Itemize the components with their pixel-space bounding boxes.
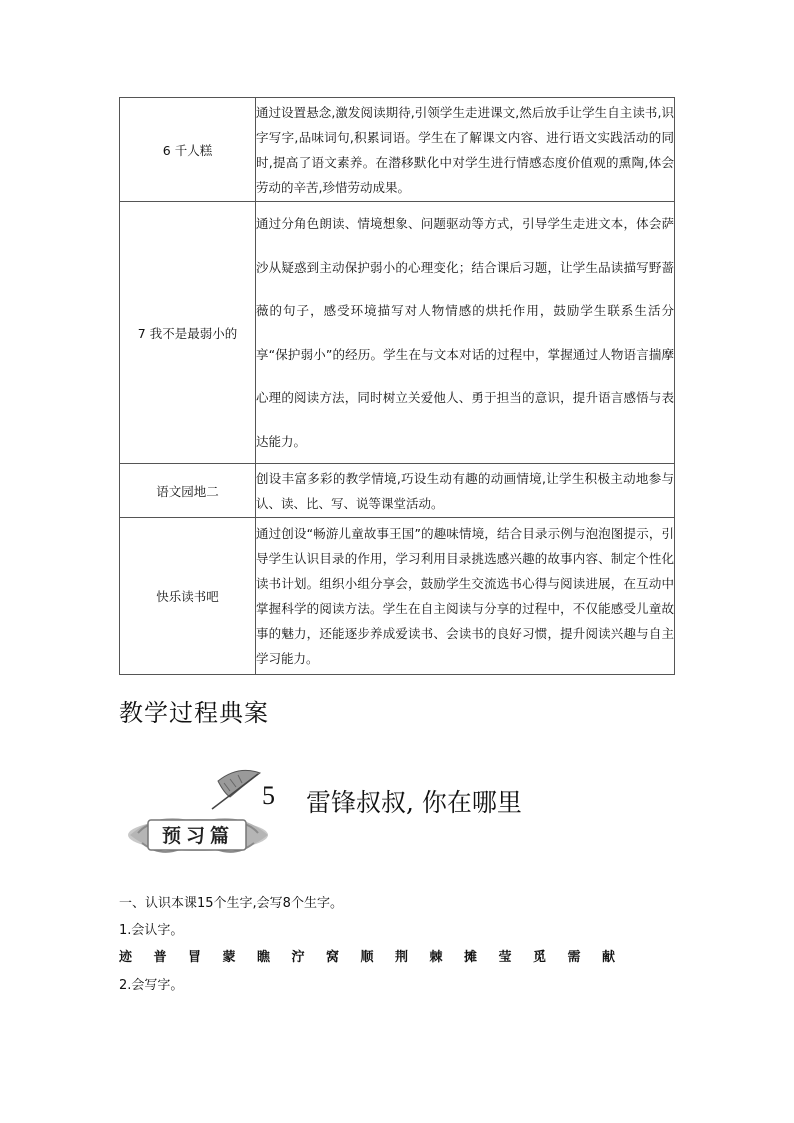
lesson-title-cell: 7 我不是最弱小的 — [120, 202, 256, 464]
character: 窝 — [326, 950, 340, 965]
character: 荆 — [395, 950, 409, 965]
table-row — [120, 464, 675, 518]
character: 献 — [602, 950, 616, 965]
table-row — [120, 518, 675, 675]
character: 顺 — [360, 950, 374, 965]
table-row — [120, 98, 675, 202]
sub-item-recognize: 1.会认字。 — [119, 923, 184, 938]
character: 冒 — [188, 950, 202, 965]
character: 棘 — [429, 950, 443, 965]
lesson-summary-table — [119, 97, 675, 675]
character: 迹 — [119, 950, 133, 965]
objective-item: 一、认识本课15个生字,会写8个生字。 — [119, 896, 343, 911]
character: 需 — [567, 950, 581, 965]
character: 普 — [153, 950, 167, 965]
quill-emblem-icon — [120, 763, 290, 873]
character: 蒙 — [222, 950, 236, 965]
lesson-description-cell: 创设丰富多彩的教学情境,巧设生动有趣的动画情境,让学生积极主动地参与认、读、比、写、说等课堂活动。 — [256, 464, 675, 518]
lesson-description-cell: 通过设置悬念,激发阅读期待,引领学生走进课文,然后放手让学生自主读书,识字写字,品味词句,积累词语。学生在了解课文内容、进行语文实践活动的同时,提高了语文素养。在潜移默化中对学生进行情感态度价值观的熏陶,体会劳动的辛苦,珍惜劳动成果。 — [256, 98, 675, 202]
character: 瞧 — [257, 950, 271, 965]
character: 莹 — [498, 950, 512, 965]
preview-label: 预习篇 — [161, 825, 234, 847]
character: 摊 — [464, 950, 478, 965]
lesson-description-cell: 通过创设“畅游儿童故事王国”的趣味情境，结合目录示例与泡泡图提示，引导学生认识目录的作用，学习利用目录挑选感兴趣的故事内容、制定个性化读书计划。组织小组分享会，鼓励学生交流选书心得与阅读进展，在互动中掌握科学的阅读方法。学生在自主阅读与分享的过程中，不仅能感受儿童故事的魅力，还能逐步养成爱读书、会读书的良好习惯，提升阅读兴趣与自主学习能力。 — [256, 518, 675, 675]
lesson-title: 雷锋叔叔, 你在哪里 — [306, 788, 522, 817]
section-heading: 教学过程典案 — [119, 699, 269, 727]
character: 泞 — [291, 950, 305, 965]
lesson-title-cell: 语文园地二 — [120, 464, 256, 518]
character: 觅 — [533, 950, 547, 965]
lesson-title-cell: 6 千人糕 — [120, 98, 256, 202]
character-list — [119, 946, 637, 965]
lesson-number: 5 — [262, 781, 275, 810]
sub-item-write: 2.会写字。 — [119, 978, 184, 993]
table-row — [120, 202, 675, 464]
lesson-banner — [120, 763, 540, 873]
lesson-title-cell: 快乐读书吧 — [120, 518, 256, 675]
lesson-description-cell: 通过分角色朗读、情境想象、问题驱动等方式，引导学生走进文本，体会萨沙从疑惑到主动保护弱小的心理变化；结合课后习题，让学生品读描写野蔷薇的句子，感受环境描写对人物情感的烘托作用，鼓励学生联系生活分享“保护弱小”的经历。学生在与文本对话的过程中，掌握通过人物语言揣摩心理的阅读方法，同时树立关爱他人、勇于担当的意识，提升语言感悟与表达能力。 — [256, 202, 675, 464]
